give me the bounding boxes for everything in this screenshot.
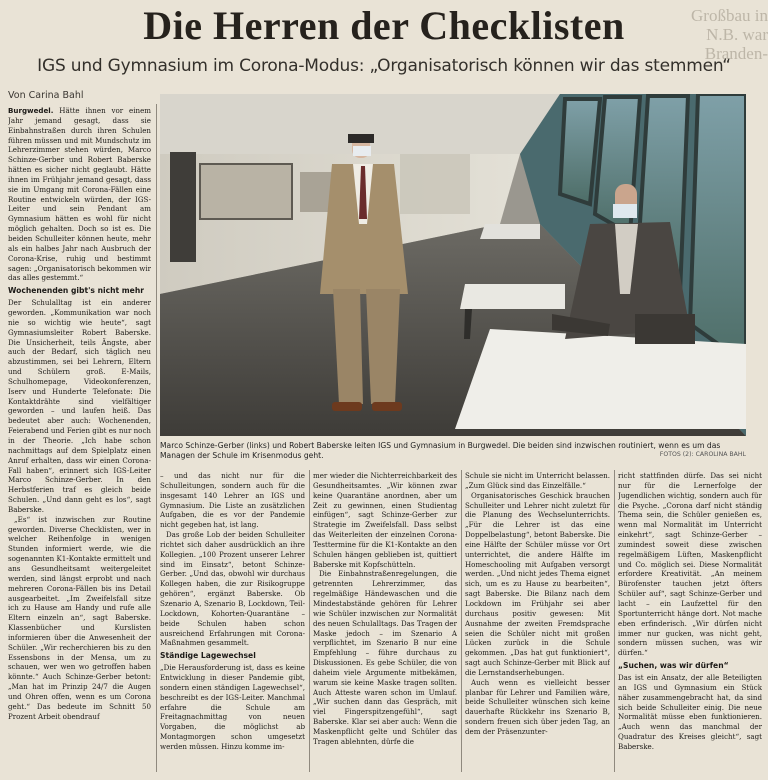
paragraph: mer wieder die Nichterreichbarkeit des Gesundheitsamtes. „Wir können zwar keine Quarantäne anordnen, aber um Zeit zu gewinnen, einen Studientag einfügen“, sagt Schinze-Gerber zur Strategie im Zweifelsfall. Dass selbst das Weiterleiten der einzelnen Corona-Testtermine für die K1-Kontakte an den Schulen hängen geblieben ist, quittiert Baberske mit Kopfschütteln.	[313, 471, 457, 569]
subheading: Ständige Lagewechsel	[160, 651, 256, 661]
paragraph: Das ist ein Ansatz, der alle Beteiligten an IGS und Gymnasium ein Stück näher zusammengebracht hat, da sind sich beide Schulleiter einig. Die neue Normalität müsse eben funktionieren. „Auch wenn das manchmal der Quadratur des Kreises gleicht“, sagt Baberske.	[618, 673, 762, 751]
paragraph: Das große Lob der beiden Schulleiter richtet sich daher ausdrücklich an ihre Kollegien. „100 Prozent unserer Lehrer sind im Einsatz“, betont Schinze-Gerber. „Und das, obwohl wir durchaus Kollegen haben, die zur Risikogruppe gehören“, ergänzt Baberske. Ob Szenario A, Szenario B, Lockdown, Teil-Lockdown, Kohorten-Quarantäne – beide Schulen haben schon ausreichend Erfahrungen mit Corona-Maßnahmen gesammelt.	[160, 530, 305, 648]
article-column-4	[465, 471, 610, 771]
article-column-5	[618, 471, 762, 771]
paragraph: Schule sie nicht im Unterricht belassen. „Zum Glück sind das Einzelfälle.“	[465, 471, 610, 490]
article-column-2	[160, 471, 305, 771]
paragraph: Organisatorisches Geschick brauchen Schulleiter und Lehrer nicht zuletzt für die Planung des Wechselunterrichts. „Für die Lehrer ist das eine Doppelbelastung“, betont Baberske. Die eine Hälfte der Schüler müsse vor Ort unterrichtet, die andere Hälfte im Homeschooling mit Aufgaben versorgt werden. „Und nicht jedes Thema eignet sich, um es zu Hause zu bearbeiten“, sagt Baberske. Die Bilanz nach dem Lockdown im Frühjahr sei aber durchaus positiv gewesen: Mit Ausnahme der zweiten Fremdsprache seien die Schüler nicht mit großen Lücken zurück in die Schule gekommen. „Das hat gut funktioniert“, sagt auch Schinze-Gerber mit Blick auf die Lernstandserhebungen.	[465, 490, 610, 677]
paragraph: „Es“ ist inzwischen zur Routine geworden. Diverse Checklisten, wer in welcher Reihenfolge in wenigen Stunden informiert werde, wie die sogenannten K1-Kontakte ermittelt und ans Gesundheitsamt weitergeleitet werden, sind längst erprobt und nach mehreren Corona-Fällen bis ins Detail ausgearbeitet. „Im Zweifelsfall sitze ich zu Hause am Handy und rufe alle Eltern einzeln an“, sagt Baberske. Klassenbücher und Kurslisten informieren über die Anwesenheit der Schüler. „Wir recherchieren bis zu den Essensbons in der Mensa, um zu schauen, wer wen wo getroffen haben könnte.“ Auch Schinze-Gerber betont: „Man hat im Prinzip 24/7 die Augen und Ohren offen, wenn es um Corona geht.“ Das bedeute im Schnitt 50 Prozent Arbeit obendrauf	[8, 514, 151, 721]
article-photo	[160, 94, 746, 436]
neighbor-article-fragment: Großbau in N.B. war Branden-	[691, 6, 768, 63]
headline: Die Herren der Checklisten	[143, 3, 625, 48]
column-divider	[309, 470, 310, 772]
column-divider	[614, 470, 615, 772]
subheading: Wochenenden gibt's nicht mehr	[8, 286, 144, 296]
subheadline: IGS und Gymnasium im Corona-Modus: „Organisatorisch können wir das stemmen“	[37, 56, 731, 76]
byline: Von Carina Bahl	[8, 90, 84, 101]
article-column-3	[313, 471, 457, 771]
photo-credit: FOTOS (2): CAROLINA BAHL	[654, 451, 746, 458]
paragraph: richt stattfinden dürfe. Das sei nicht nur für die Lernerfolge der Jugendlichen wichtig, sondern auch für die Psyche. „Corona darf nicht ständig Thema sein, die Schüler genießen es, wenn mal Normalität im Unterricht einkehrt“, sagt Schinze-Gerber – zumindest soweit diese zwischen regelmäßigem Lüften, Maskenpflicht und Co. möglich sei. Diese Normalität erfordere Kreativität. „An meinem Bürofenster tauchen jetzt öfters Schüler auf“, sagt Schinze-Gerber und lacht – ein Laufzettel für den Sportunterricht hänge dort. Not mache eben erfinderisch. „Wir dürfen nicht immer nur gucken, was nicht geht, sondern müssen suchen, was wir dürfen.“	[618, 471, 762, 658]
paragraph: Der Schulalltag ist ein anderer geworden. „Kommunikation war noch nie so wichtig wie heute“, sagt Gymnasiumsleiter Robert Baberske. Die Unsicherheit, teils Ängste, aber auch der Bedarf, sich täglich neu abzustimmen, sei bei Lehrern, Eltern und Schülern groß. E-Mails, Schulhomepage, Videokonferenzen, Iserv und Hunderte Telefonate: Die Kontaktdrähte sind vielfältiger geworden – und laufen heiß. Das bedeutet aber auch: Wochenenden, Feierabend und Ferien gibt es nur noch in der Theorie. „Ich habe schon nachmittags auf dem Spielplatz einen Anruf erhalten, dass wir einen Corona-Fall haben“, erinnert sich IGS-Leiter Marco Schinze-Gerber. In den Herbstferien traf es gleich beide Schulen. „Und dann geht es los“, sagt Baberske.	[8, 298, 151, 514]
column-divider	[156, 104, 157, 772]
subheading: „Suchen, was wir dürfen“	[618, 661, 729, 671]
photo-caption: Marco Schinze-Gerber (links) und Robert Baberske leiten IGS und Gymnasium in Burgwedel. Die beiden sind inzwischen routiniert, wenn es um das Managen der Schule im Krisenmodus geht.	[160, 441, 721, 460]
paragraph: Die Einbahnstraßenregelungen, die getrennten Lehrerzimmer, das regelmäßige Händewaschen und die Mindestabstände gehören für Lehrer wie Schüler inzwischen zur Normalität des neuen Schulalltags. Das Tragen der Maske jedoch – im Szenario A verpflichtet, im Szenario B nur eine Empfehlung – führe durchaus zu Diskussionen. Es gebe Schüler, die von daheim viele Argumente mitbekämen, warum sie keine Maske tragen sollten. Auch Atteste waren schon im Umlauf. „Wir suchen dann das Gespräch, mit viel Fingerspitzengefühl“, sagt Baberske. Klar sei aber auch: Wenn die Maskenpflicht gelte und Schüler das Tragen ablehnten, dürfe die	[313, 569, 457, 746]
paragraph-text: Hätte ihnen vor einem Jahr jemand gesagt, dass sie Einbahnstraßen durch ihren Schulen führen müssen und mit Mundschutz im Lehrerzimmer stehen würden, Marco Schinze-Gerber und Robert Baberske hätten es sicher nicht geglaubt. Hätte ihnen im Frühjahr jemand gesagt, dass sie im Umgang mit Corona-Fällen eine Routine entwickeln würden, der IGS-Leiter und sein Pendant am Gymnasium hätten es wohl für nicht möglich gehalten. Doch so ist es. Die beiden Schulleiter können heute, mehr als ein halbes Jahr nach Ausbruch der Corona-Krise, ruhig und bestimmt sagen: „Organisatorisch bekommen wir das alles gestemmt.“	[8, 106, 151, 283]
column-divider	[461, 470, 462, 772]
paragraph	[8, 106, 151, 283]
article-column-1	[8, 106, 151, 774]
dateline: Burgwedel.	[8, 106, 54, 115]
paragraph: – und das nicht nur für die Schulleitungen, sondern auch für die insgesamt 140 Lehrer an IGS und Gymnasium. Die Liste an zusätzlichen Aufgaben, die es vor der Pandemie nicht gegeben hat, ist lang.	[160, 471, 305, 530]
paragraph: „Die Herausforderung ist, dass es keine Entwicklung in dieser Pandemie gibt, sondern einen ständigen Lagewechsel“, beschreibt es der IGS-Leiter. Manchmal erfahre die Schule am Freitagnachmittag von neuen Vorgaben, die möglichst ab Montagmorgen schon umgesetzt werden müssen. Hinzu komme im-	[160, 663, 305, 751]
paragraph: Auch wenn es vielleicht besser planbar für Lehrer und Familien wäre, beide Schulleiter wünschen sich keine dauerhafte Rückkehr ins Szenario B, sondern freuen sich über jeden Tag, an dem der Präsenzunter-	[465, 677, 610, 736]
